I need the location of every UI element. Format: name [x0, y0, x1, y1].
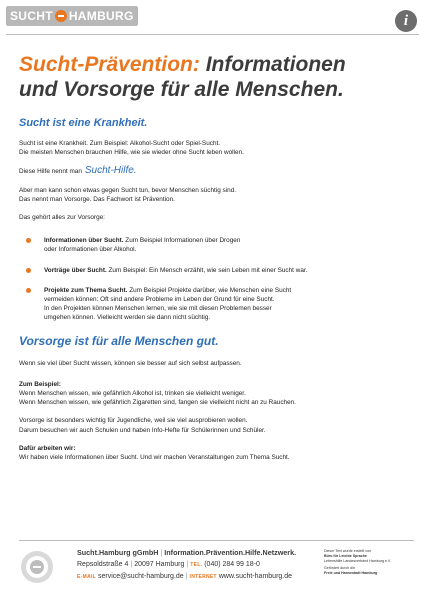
paragraph-7 [19, 416, 411, 434]
list-item [23, 236, 411, 254]
title-rest-line1: Informationen [199, 53, 346, 76]
bullet-3-line1: Zum Beispiel Projekte darüber, wie Menschen eine Sucht [127, 286, 292, 294]
email-label: E-MAIL [77, 574, 97, 580]
footer-tel: (040) 284 99 18-0 [204, 561, 260, 568]
bullet-2-line1: Zum Beispiel: Ein Mensch erzählt, wie sein Leben mit einer Sucht war. [106, 266, 308, 274]
credit-line2: Büro für Leichte Sprache [324, 554, 367, 558]
p3-line2: Das nennt man Vorsorge. Das Fachwort ist Prävention. [19, 195, 175, 203]
paragraph-4: Das gehört alles zur Vorsorge: [19, 214, 105, 222]
list-item [23, 266, 411, 275]
credit-line4: Gefördert durch die [324, 566, 355, 570]
footer-org: Sucht.Hamburg gGmbH [77, 548, 159, 557]
paragraph-5: Wenn sie viel über Sucht wissen, können sie besser auf sich selbst aufpassen. [19, 359, 242, 367]
bullet-3-line2: vermeiden können: Oft sind andere Probleme im Leben der Grund für eine Sucht. [44, 296, 275, 304]
title-line2: und Vorsorge für alle Menschen. [19, 78, 344, 101]
paragraph-8 [19, 444, 411, 462]
bullet-1-line2: oder Informationen über Alkohol. [44, 246, 137, 254]
section2-heading: Vorsorge ist für alle Menschen gut. [19, 333, 219, 348]
top-divider [6, 34, 419, 35]
credit-line3: Lebenshilfe Landesverband Hamburg e.V. [324, 559, 391, 563]
paragraph-1 [19, 139, 411, 157]
paragraph-6 [19, 380, 411, 408]
p7-line1: Vorsorge ist besonders wichtig für Jugendliche, weil sie viel ausprobieren wollen. [19, 417, 248, 425]
credit-line1: Dieser Text wurde erstellt von [324, 549, 372, 553]
info-icon[interactable]: i [395, 10, 417, 32]
p8-line1: Wir haben viele Informationen über Sucht. Und wir machen Veranstaltungen zum Thema Sucht. [19, 454, 290, 462]
footer [19, 547, 414, 591]
bullet-1-bold: Informationen über Sucht. [44, 237, 124, 245]
p7-line2: Darum besuchen wir auch Schulen und haben Info-Hefte für Schülerinnen und Schüler. [19, 426, 266, 434]
footer-tagline: Information.Prävention.Hilfe.Netzwerk. [164, 548, 297, 557]
footer-divider [19, 540, 414, 541]
footer-contact: Sucht.Hamburg gGmbH | Information.Prävention.Hilfe.Netzwerk. Repsoldstraße 4 | 20097 Hamburg | TEL. (040) 284 99 18-0 E-MAIL service@sucht-hamburg.de | INTERNET www.sucht-hamburg.de [77, 548, 297, 580]
internet-label: INTERNET [189, 574, 217, 580]
logo-circle-icon [55, 10, 67, 22]
main-content [19, 40, 411, 462]
section1-heading: Sucht ist eine Krankheit. [19, 117, 148, 129]
footer-web-link[interactable]: www.sucht-hamburg.de [218, 573, 293, 580]
footer-credits [324, 549, 414, 576]
p6-line1: Wenn Menschen wissen, wie gefährlich Alkohol ist, trinken sie vielleicht weniger. [19, 390, 246, 398]
sucht-hilfe-highlight: Sucht-Hilfe. [84, 165, 137, 177]
footer-address: Repsoldstraße 4 [77, 561, 129, 568]
paragraph-2 [19, 166, 411, 176]
bullet-3-bold: Projekte zum Thema Sucht. [44, 286, 128, 294]
p8-label: Dafür arbeiten wir: [19, 444, 76, 452]
bullet-1-line1: Zum Beispiel Informationen über Drogen [123, 237, 241, 245]
p1-line1: Sucht ist eine Krankheit. Zum Beispiel: Alkohol-Sucht oder Spiel-Sucht. [19, 140, 221, 147]
p6-line2: Wenn Menschen wissen, wie gefährlich Zigaretten sind, fangen sie vielleicht nicht an zu Rauchen. [19, 399, 296, 407]
sucht-hamburg-emblem-icon [19, 549, 55, 585]
bullet-2-bold: Vorträge über Sucht. [44, 266, 107, 274]
header-bar [0, 0, 425, 34]
bullet-3-line4: umgehen können. Vielleicht werden sie dann nicht süchtig. [44, 314, 211, 322]
footer-zip-city: 20097 Hamburg [134, 561, 185, 568]
vorsorge-list [23, 236, 411, 322]
logo-right-text: HAMBURG [68, 9, 134, 23]
p2-text: Diese Hilfe nennt man [19, 168, 82, 176]
p3-line1: Aber man kann schon etwas gegen Sucht tun, bevor Menschen süchtig sind. [19, 186, 237, 194]
bullet-3-line3: In den Projekten können Menschen lernen, wie sie mit diesen Problemen besser [44, 305, 272, 313]
title-accent: Sucht-Prävention: [19, 53, 200, 76]
paragraph-3 [19, 186, 411, 204]
logo-left-text: SUCHT [10, 9, 53, 23]
tel-label: TEL. [190, 562, 203, 568]
page-title [19, 52, 411, 102]
list-item [23, 286, 411, 323]
footer-email-link[interactable]: service@sucht-hamburg.de [97, 573, 184, 580]
p1-line2: Die meisten Menschen brauchen Hilfe, wie sie wieder ohne Sucht leben wollen. [19, 149, 244, 157]
sucht-hamburg-logo[interactable] [6, 5, 138, 27]
p6-label: Zum Beispiel: [19, 380, 61, 388]
credit-line5: Freie und Hansestadt Hamburg [324, 571, 378, 575]
